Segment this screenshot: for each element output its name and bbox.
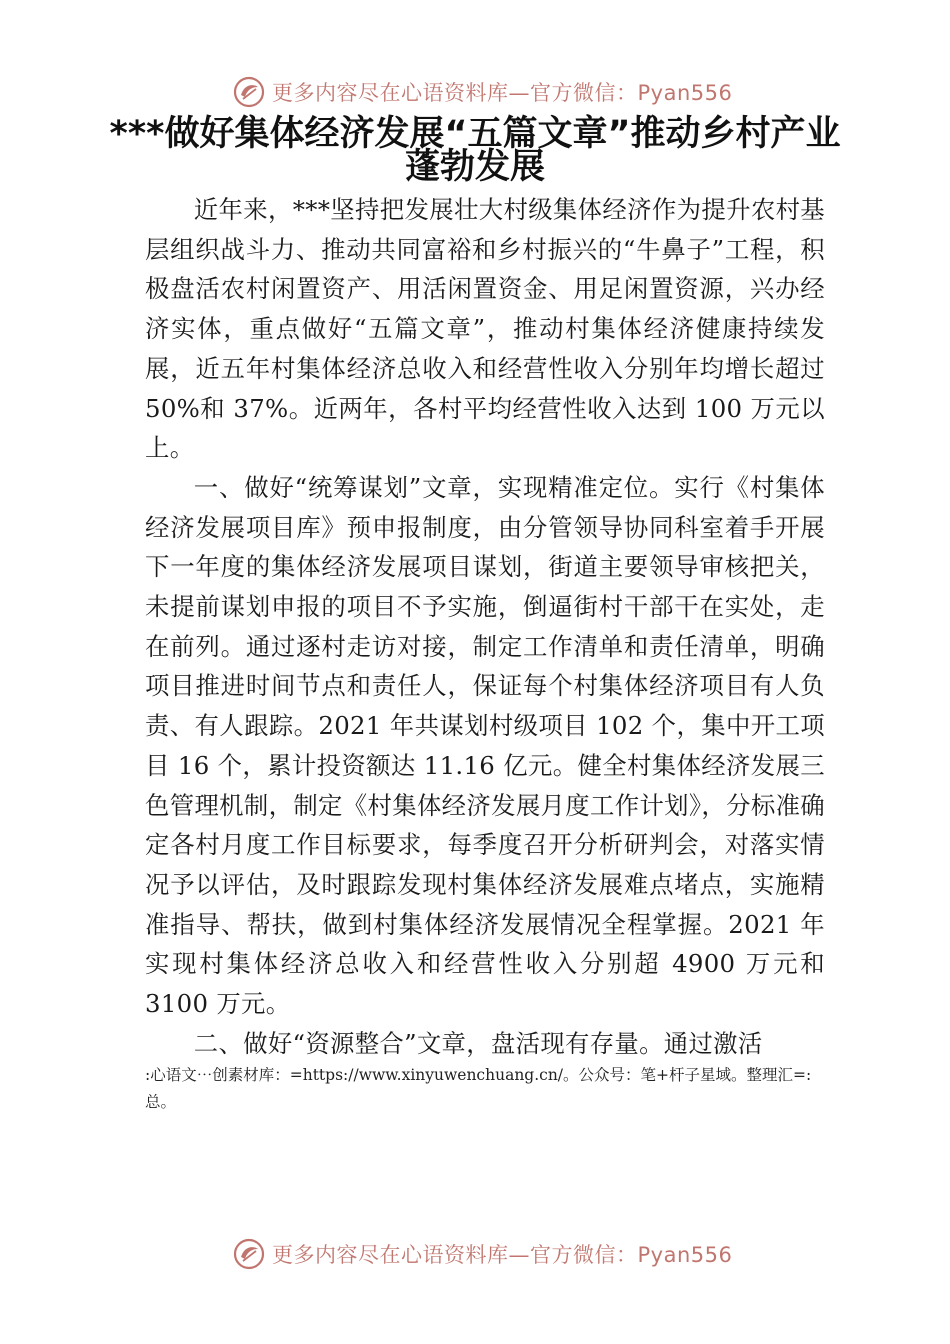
watermark-text: 更多内容尽在心语资料库—官方微信：Pyan556 — [272, 81, 733, 105]
source-footnote: :心语文⋯创素材库：=https://www.xinyuwenchuang.cn/。公众号：笔+杆子星域。整理汇=:总。 — [145, 1066, 812, 1111]
paragraph-section-1: 一、做好“统筹谋划”文章，实现精准定位。实行《村集体经济发展项目库》预申报制度，由分管领导协同科室着手开展下一年度的集体经济发展项目谋划，街道主要领导审核把关，未提前谋划申报的项目不予实施，倒逼街村干部干在实处，走在前列。通过逐村走访对接，制定工作清单和责任清单，明确项目推进时间节点和责任人，保证每个村集体经济项目有人负责、有人跟踪。2021 年共谋划村级项目 102 个，集中开工项目 16 个，累计投资额达 11.16 亿元。健全村集体经济发展三色管理机制，制定《村集体经济发展月度工作计划》，分标准确定各村月度工作目标要求，每季度召开分析研判会，对落实情况予以评估，及时跟踪发现村集体经济发展难点堵点，实施精准指导、帮扶，做到村集体经济发展情况全程掌握。2021 年实现村集体经济总收入和经营性收入分别超 4900 万元和 3100 万元。 — [145, 472, 825, 1019]
paragraph-intro: 近年来，***坚持把发展壮大村级集体经济作为提升农村基层组织战斗力、推动共同富裕和乡村振兴的“牛鼻子”工程，积极盘活农村闲置资产、用活闲置资金、用足闲置资源，兴办经济实体，重点做好“五篇文章”，推动村集体经济健康持续发展，近五年村集体经济总收入和经营性收入分别年均增长超过 50%和 37%。近两年，各村平均经营性收入达到 100 万元以上。 — [145, 195, 825, 463]
document-title: ***做好集体经济发展“五篇文章”推动乡村产业蓬勃发展 — [109, 114, 841, 187]
document-body — [145, 190, 825, 1063]
brand-logo-icon — [232, 1237, 266, 1271]
footer-watermark-banner — [232, 1236, 732, 1272]
header-watermark-banner — [232, 74, 732, 110]
watermark-text: 更多内容尽在心语资料库—官方微信：Pyan556 — [272, 1243, 733, 1267]
paragraph-section-2: 二、做好“资源整合”文章，盘活现有存量。通过激活 — [193, 1028, 763, 1058]
brand-logo-icon — [232, 75, 266, 109]
